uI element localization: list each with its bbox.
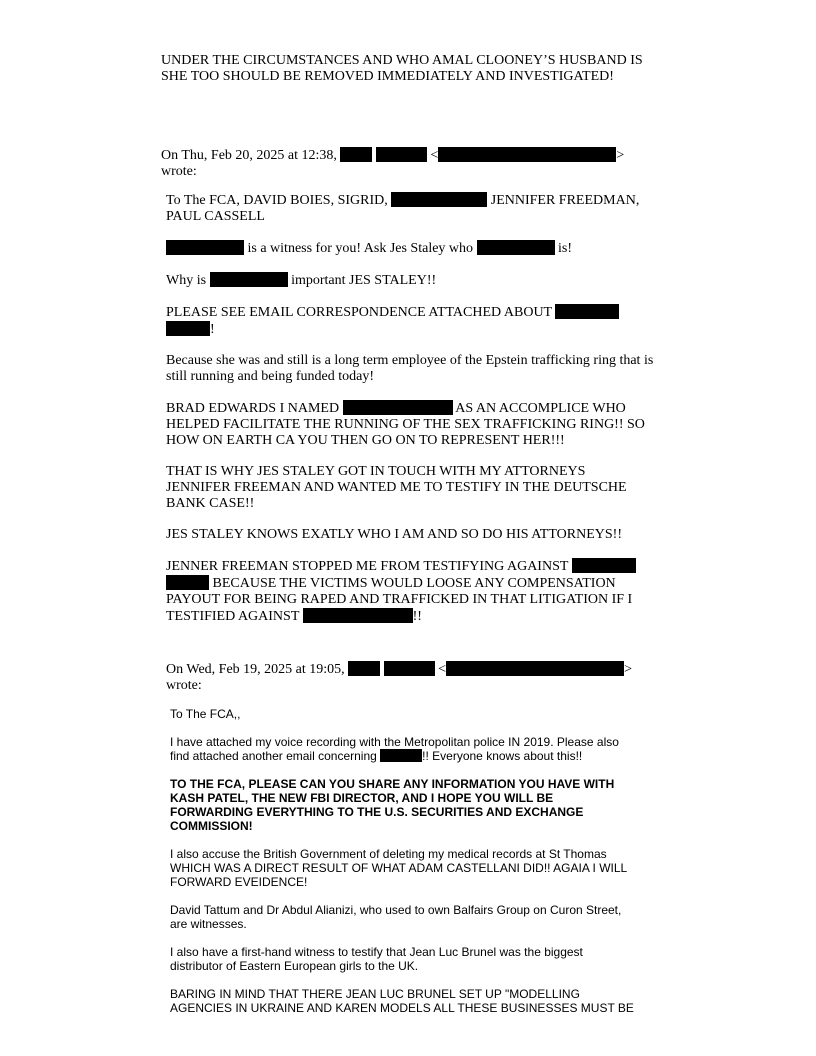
bold-text: COMMISSION! <box>170 819 253 833</box>
jenner-text: PAYOUT FOR BEING RAPED AND TRAFFICKED IN THAT LITIGATION IF I <box>166 592 633 607</box>
attached-text: find attached another email concerning <box>170 749 377 763</box>
jes-text: JES STALEY KNOWS EXATLY WHO I AM AND SO DO HIS ATTORNEYS!! <box>166 527 622 542</box>
angle-open: < <box>430 148 439 163</box>
angle-close: > <box>624 662 632 677</box>
first-text: distributor of Eastern European girls to the UK. <box>170 959 419 973</box>
header-date: On Wed, Feb 19, 2025 at 19:05, <box>166 662 345 677</box>
please-text: ! <box>210 322 215 337</box>
that-text: JENNIFER FREEMAN AND WANTED ME TO TESTIFY IN THE DEUTSCHE <box>166 480 627 495</box>
why-line <box>166 272 666 289</box>
brad-text: BRAD EDWARDS I NAMED <box>166 401 340 416</box>
redaction-box <box>555 304 619 319</box>
redaction-box <box>166 321 210 336</box>
salutation: To The FCA,, <box>170 707 241 721</box>
angle-open: < <box>438 662 447 677</box>
jenner-line <box>166 575 666 592</box>
brad-text: HOW ON EARTH CA YOU THEN GO ON TO REPRESENT HER!!! <box>166 433 565 448</box>
brad-text: HELPED FACILITATE THE RUNNING OF THE SEX TRAFFICKING RING!! SO <box>166 417 645 432</box>
redaction-box <box>477 240 555 255</box>
that-text: BANK CASE!! <box>166 496 255 511</box>
please-line <box>166 321 666 338</box>
redaction-box <box>210 272 288 287</box>
bold-text: KASH PATEL, THE NEW FBI DIRECTOR, AND I HOPE YOU WILL BE <box>170 791 554 805</box>
accuse-text: WHICH WAS A DIRECT RESULT OF WHAT ADAM CASTELLANI DID!! AGAIA I WILL <box>170 861 628 875</box>
quote-header-1 <box>161 147 624 180</box>
jenner-text: BECAUSE THE VICTIMS WOULD LOOSE ANY COMPENSATION <box>212 576 616 591</box>
because-text: still running and being funded today! <box>166 369 375 384</box>
quote-header-line <box>161 147 624 164</box>
first-text: I also have a first-hand witness to testify that Jean Luc Brunel was the biggest <box>170 945 583 959</box>
redaction-box <box>303 608 413 623</box>
why-text: Why is <box>166 273 207 288</box>
jenner-text: TESTIFIED AGAINST <box>166 609 300 624</box>
intro-paragraph <box>161 53 643 85</box>
quote-header-line <box>166 661 632 678</box>
header-wrote: wrote: <box>166 678 202 693</box>
bold-text: FORWARDING EVERYTHING TO THE U.S. SECURITIES AND EXCHANGE <box>170 805 584 819</box>
witness-text: is! <box>558 241 573 256</box>
redaction-box <box>384 661 435 676</box>
redaction-box <box>343 400 453 415</box>
intro-line: UNDER THE CIRCUMSTANCES AND WHO AMAL CLOONEY’S HUSBAND IS <box>161 53 643 68</box>
redaction-box <box>348 661 380 676</box>
please-text: PLEASE SEE EMAIL CORRESPONDENCE ATTACHED ABOUT <box>166 305 552 320</box>
quoted-email-2 <box>170 707 650 1015</box>
quote-header-2 <box>166 661 632 694</box>
redaction-box <box>166 575 209 590</box>
witness-text: is a witness for you! Ask Jes Staley who <box>247 241 474 256</box>
please-line <box>166 304 666 321</box>
redaction-box <box>166 240 244 255</box>
redaction-box <box>391 192 487 207</box>
attached-text: !! Everyone knows about this!! <box>422 749 583 763</box>
header-wrote: wrote: <box>161 164 197 179</box>
redaction-box <box>572 558 636 573</box>
accuse-text: FORWARD EVEIDENCE! <box>170 875 308 889</box>
redaction-box <box>446 661 624 676</box>
angle-close: > <box>616 148 625 163</box>
accuse-text: I also accuse the British Government of deleting my medical records at St Thomas <box>170 847 607 861</box>
jenner-line <box>166 608 666 625</box>
bold-text: TO THE FCA, PLEASE CAN YOU SHARE ANY INFORMATION YOU HAVE WITH <box>170 777 615 791</box>
baring-text: AGENCIES IN UKRAINE AND KAREN MODELS ALL THESE BUSINESSES MUST BE <box>170 1001 634 1015</box>
attached-line <box>170 749 650 763</box>
quoted-email-1 <box>166 192 666 625</box>
attached-text: I have attached my voice recording with the Metropolitan police IN 2019. Please also <box>170 735 619 749</box>
jenner-line <box>166 558 666 575</box>
redaction-box <box>340 147 372 162</box>
recipients-text: PAUL CASSELL <box>166 209 265 224</box>
redaction-box <box>380 749 422 762</box>
jenner-text: JENNER FREEMAN STOPPED ME FROM TESTIFYING AGAINST <box>166 559 569 574</box>
brad-text: AS AN ACCOMPLICE WHO <box>455 401 626 416</box>
redaction-box <box>376 147 427 162</box>
header-date: On Thu, Feb 20, 2025 at 12:38, <box>161 148 337 163</box>
recipients-text: To The FCA, DAVID BOIES, SIGRID, <box>166 193 388 208</box>
that-text: THAT IS WHY JES STALEY GOT IN TOUCH WITH MY ATTORNEYS <box>166 464 586 479</box>
recipients-text: JENNIFER FREEDMAN, <box>490 193 640 208</box>
jenner-text: !! <box>412 609 422 624</box>
witness-line <box>166 240 666 257</box>
recipients-line <box>166 192 666 209</box>
because-text: Because she was and still is a long term employee of the Epstein trafficking ring that is <box>166 353 654 368</box>
why-text: important JES STALEY!! <box>291 273 437 288</box>
brad-line <box>166 400 666 417</box>
redaction-box <box>438 147 616 162</box>
baring-text: BARING IN MIND THAT THERE JEAN LUC BRUNEL SET UP "MODELLING <box>170 987 580 1001</box>
david-text: David Tattum and Dr Abdul Alianizi, who used to own Balfairs Group on Curon Street, <box>170 903 622 917</box>
bold-request <box>170 777 650 833</box>
intro-line: SHE TOO SHOULD BE REMOVED IMMEDIATELY AND INVESTIGATED! <box>161 69 614 84</box>
david-text: are witnesses. <box>170 917 247 931</box>
